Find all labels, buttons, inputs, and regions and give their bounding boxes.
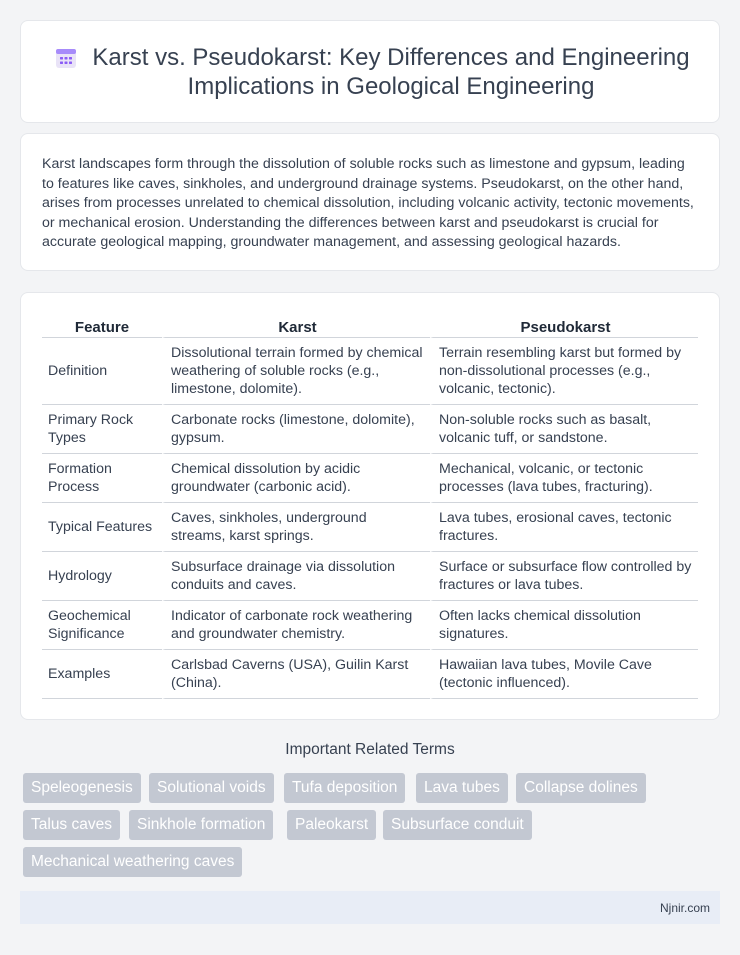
tag-paleokarst[interactable]: Paleokarst: [287, 810, 376, 840]
header-karst: Karst: [162, 315, 430, 338]
row-karst: Chemical dissolution by acidic groundwater (carbonic acid).: [162, 454, 430, 503]
row-feature: Typical Features: [42, 503, 162, 552]
row-karst: Indicator of carbonate rock weathering and groundwater chemistry.: [162, 601, 430, 650]
row-pseudokarst: Surface or subsurface flow controlled by fractures or lava tubes.: [430, 552, 698, 601]
page-title: Karst vs. Pseudokarst: Key Differences and Engineering Implications in Geological Engineering: [92, 44, 690, 100]
row-pseudokarst: Non-soluble rocks such as basalt, volcanic tuff, or sandstone.: [430, 405, 698, 454]
comparison-card: [20, 292, 720, 720]
footer-site[interactable]: Njnir.com: [659, 901, 710, 915]
tag-talus-caves[interactable]: Talus caves: [23, 810, 120, 840]
tag-mechanical-weathering-caves[interactable]: Mechanical weathering caves: [23, 847, 242, 877]
row-pseudokarst: Often lacks chemical dissolution signatures.: [430, 601, 698, 650]
table-row: [42, 338, 698, 405]
table-row: [42, 405, 698, 454]
row-feature: Primary Rock Types: [42, 405, 162, 454]
row-karst: Caves, sinkholes, underground streams, karst springs.: [162, 503, 430, 552]
related-terms-heading: Important Related Terms: [285, 741, 455, 758]
row-karst: Carlsbad Caverns (USA), Guilin Karst (China).: [162, 650, 430, 699]
row-feature: Definition: [42, 338, 162, 405]
header-feature: Feature: [42, 315, 162, 338]
table-row: [42, 552, 698, 601]
table-row: [42, 650, 698, 699]
tag-solutional-voids[interactable]: Solutional voids: [149, 773, 274, 803]
row-feature: Geochemical Significance: [42, 601, 162, 650]
intro-card: [20, 133, 720, 271]
row-pseudokarst: Mechanical, volcanic, or tectonic processes (lava tubes, fracturing).: [430, 454, 698, 503]
tag-collapse-dolines[interactable]: Collapse dolines: [516, 773, 646, 803]
tag-lava-tubes[interactable]: Lava tubes: [416, 773, 508, 803]
tag-sinkhole-formation[interactable]: Sinkhole formation: [129, 810, 273, 840]
row-feature: Formation Process: [42, 454, 162, 503]
row-karst: Dissolutional terrain formed by chemical weathering of soluble rocks (e.g., limestone, dolomite).: [162, 338, 430, 405]
row-karst: Subsurface drainage via dissolution conduits and caves.: [162, 552, 430, 601]
footer: [20, 891, 720, 924]
table-header-row: [42, 315, 698, 338]
comparison-table: [42, 315, 698, 699]
row-feature: Hydrology: [42, 552, 162, 601]
row-feature: Examples: [42, 650, 162, 699]
row-pseudokarst: Hawaiian lava tubes, Movile Cave (tectonic influenced).: [430, 650, 698, 699]
row-pseudokarst: Lava tubes, erosional caves, tectonic fractures.: [430, 503, 698, 552]
tag-tufa-deposition[interactable]: Tufa deposition: [284, 773, 405, 803]
tag-speleogenesis[interactable]: Speleogenesis: [23, 773, 141, 803]
row-pseudokarst: Terrain resembling karst but formed by non-dissolutional processes (e.g., volcanic, tectonic).: [430, 338, 698, 405]
header-pseudokarst: Pseudokarst: [430, 315, 698, 338]
table-row: [42, 454, 698, 503]
intro-paragraph: Karst landscapes form through the dissolution of soluble rocks such as limestone and gypsum, leading to features like caves, sinkholes, and underground drainage systems. Pseudokarst, on the other hand, arises from processes unrelated to chemical dissolution, including volcanic activity, tectonic movements, or mechanical erosion. Understanding the differences between karst and pseudokarst is crucial for accurate geological mapping, groundwater management, and assessing geological hazards.: [42, 156, 694, 251]
title-card: [20, 20, 720, 123]
table-row: [42, 503, 698, 552]
table-row: [42, 601, 698, 650]
row-karst: Carbonate rocks (limestone, dolomite), gypsum.: [162, 405, 430, 454]
tag-subsurface-conduit[interactable]: Subsurface conduit: [383, 810, 532, 840]
